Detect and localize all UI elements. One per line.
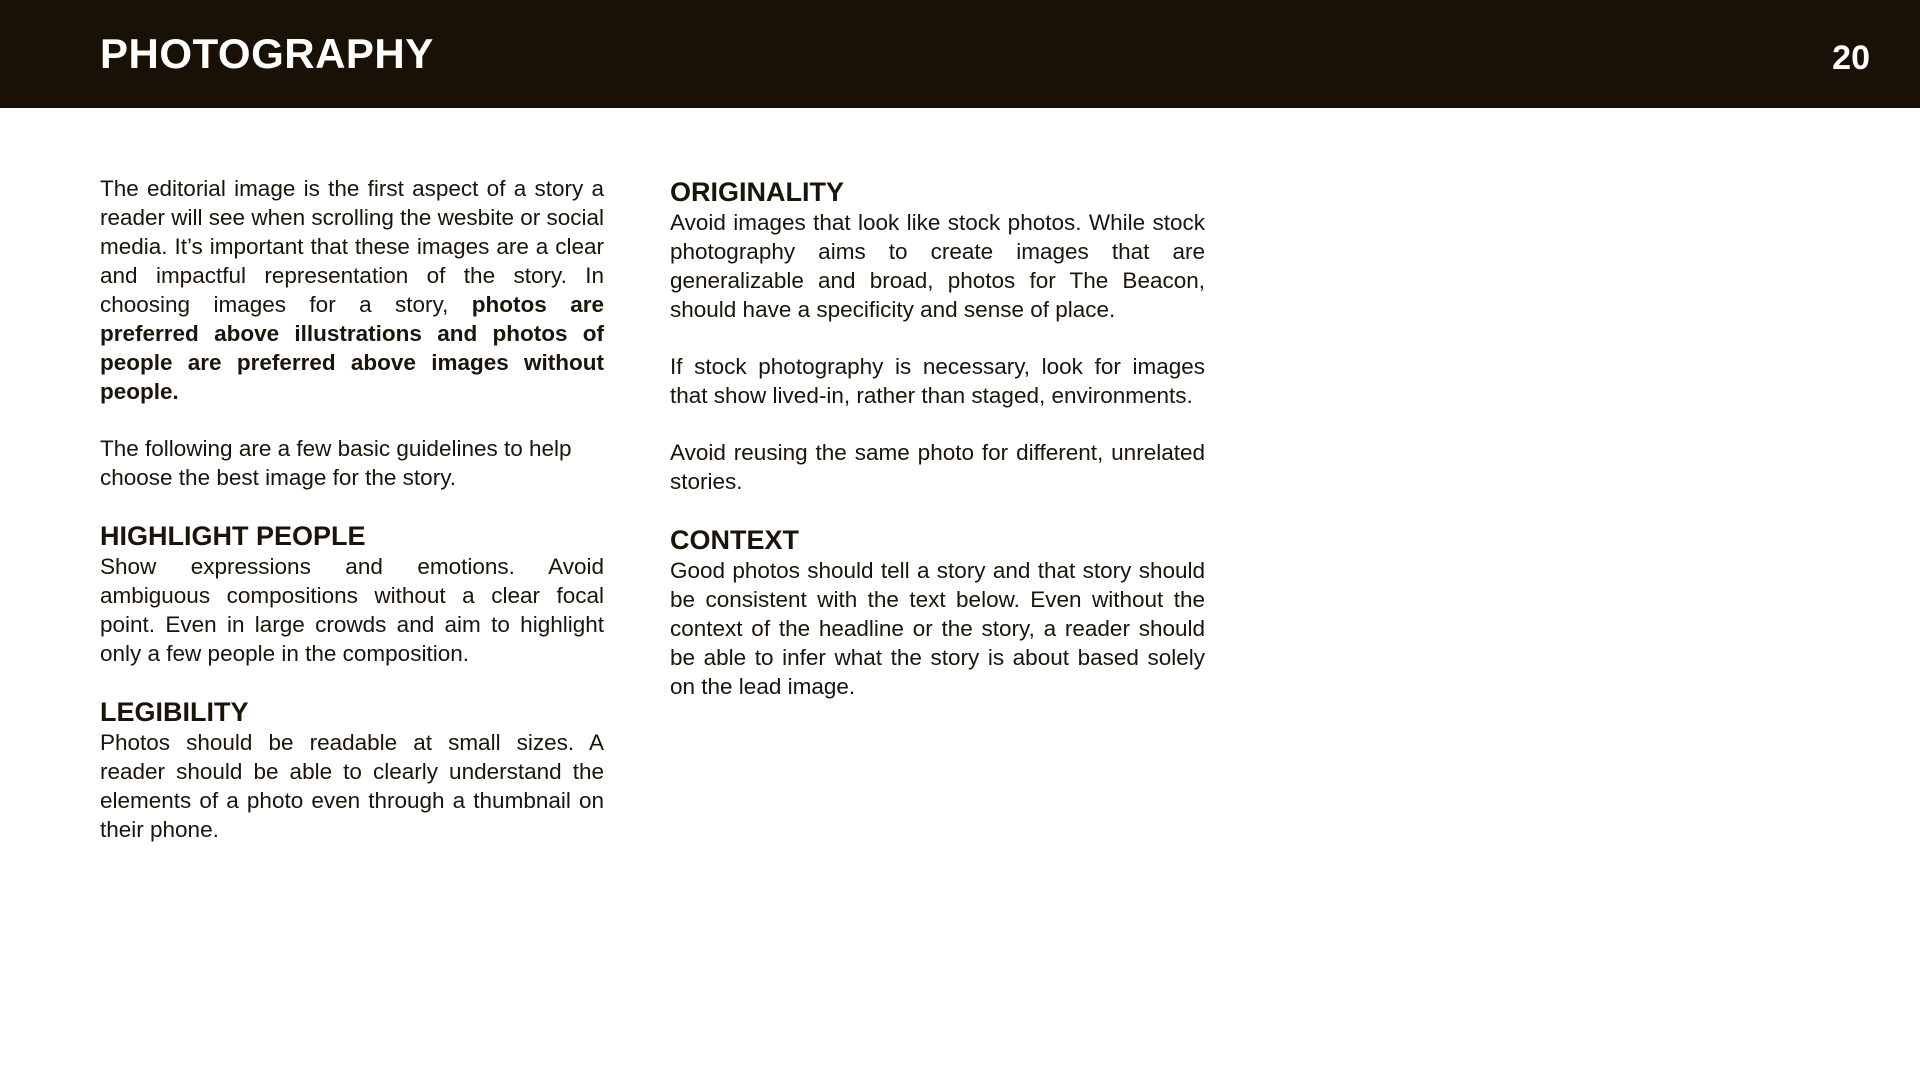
guidelines-intro: The following are a few basic guidelines to help choose the best image for the story. (100, 436, 572, 490)
section-body-legibility: Photos should be readable at small sizes. A reader should be able to clearly understand the elements of a photo even through a thumbnail on their phone. (100, 730, 604, 842)
section-heading-originality: ORIGINALITY (670, 177, 844, 207)
context-paragraph-1: Good photos should tell a story and that story should be consistent with the text below. Even without the context of the headline or the story, a reader should be able to infer what the story is about based solely on the lead image. (670, 558, 1205, 699)
page-number: 20 (1832, 39, 1870, 77)
intro-paragraph (100, 174, 604, 406)
originality-paragraph-2: If stock photography is necessary, look for images that show lived-in, rather than staged, environments. (670, 354, 1205, 408)
originality-paragraph-3: Avoid reusing the same photo for different, unrelated stories. (670, 440, 1205, 494)
intro-bold-text: photos are preferred above illustrations and photos of people are preferred above images without people. (100, 292, 604, 404)
section-heading-legibility: LEGIBILITY (100, 697, 249, 727)
header-bar (0, 0, 1920, 108)
left-column (100, 174, 604, 844)
section-heading-context: CONTEXT (670, 525, 800, 555)
section-body-highlight-people: Show expressions and emotions. Avoid ambiguous compositions without a clear focal point. Even in large crowds and aim to highlight only a few people in the composition. (100, 554, 604, 666)
section-heading-highlight-people: HIGHLIGHT PEOPLE (100, 521, 366, 551)
page-title: PHOTOGRAPHY (100, 30, 434, 77)
right-column (670, 176, 1205, 701)
intro-text: The editorial image is the first aspect of a story a reader will see when scrolling the wesbite or social media. It’s important that these images are a clear and impactful representation of the story. In choosing images for a story, (100, 176, 604, 317)
originality-paragraph-1: Avoid images that look like stock photos. While stock photography aims to create images that are generalizable and broad, photos for The Beacon, should have a specificity and sense of place. (670, 210, 1205, 322)
